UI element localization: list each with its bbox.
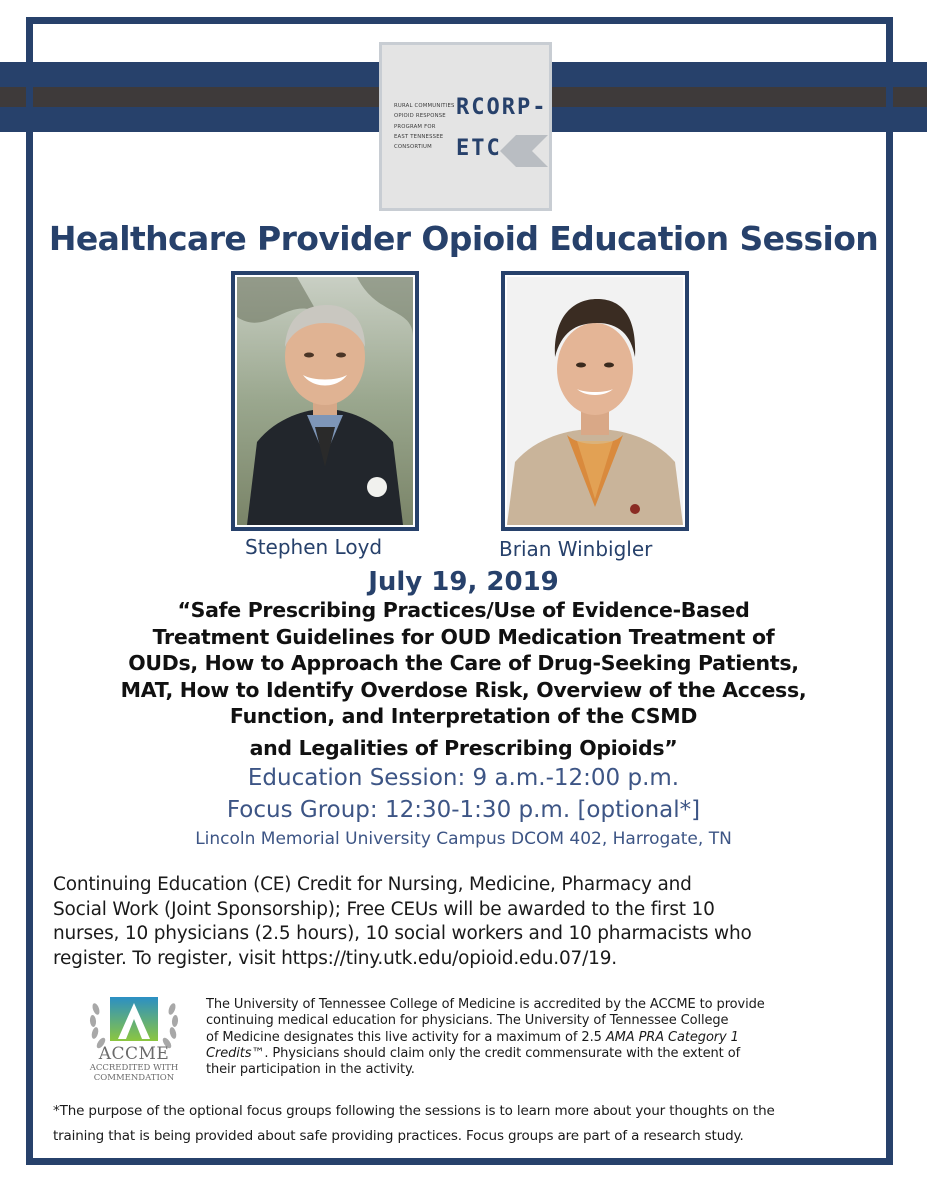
logo-small-line: PROGRAM FOR [394,123,436,130]
ce-line: nurses, 10 physicians (2.5 hours), 10 social workers and 10 pharmacists who [53,923,752,944]
topic-line: Treatment Guidelines for OUD Medication Treatment of [152,624,775,649]
focus-group-footnote [53,1099,883,1149]
topic-line: MAT, How to Identify Overdose Risk, Overview of the Access, [120,677,807,702]
rcorp-logo [379,42,552,211]
topic-line: “Safe Prescribing Practices/Use of Evidence-Based [177,598,750,622]
event-location: Lincoln Memorial University Campus DCOM 402, Harrogate, TN [195,829,732,849]
topic-line: Function, and Interpretation of the CSMD [229,704,698,728]
topic-line: OUDs, How to Approach the Care of Drug-Seeking Patients, [128,651,799,675]
footnote-line: *The purpose of the optional focus groups following the sessions is to learn more about your thoughts on the [53,1103,775,1119]
accme-wordmark: ACCME [98,1044,170,1064]
accme-line [206,1046,876,1062]
accme-credit-name: AMA PRA Category 1 [605,1029,739,1045]
ce-line: Social Work (Joint Sponsorship); Free CEUs will be awarded to the first 10 [53,898,715,920]
speaker-name: Brian Winbigler [499,537,653,561]
ce-credit-info [53,873,873,971]
accme-line [206,1030,876,1046]
education-session-time: Education Session: 9 a.m.-12:00 p.m. [247,765,680,791]
accme-credits-word: Credits [206,1045,252,1061]
logo-small-line: OPIOID RESPONSE [394,113,446,120]
footnote-line: training that is being provided about safe providing practices. Focus groups are part of a research study. [53,1128,744,1144]
speaker-photo-frame [231,271,419,531]
accme-logo [84,995,184,1090]
logo-line2: ETC [456,136,502,161]
accme-subtitle [84,1063,184,1083]
accme-line: their participation in the activity. [206,1062,415,1078]
logo-small-line: CONSORTIUM [394,144,432,151]
logo-small-text [394,101,464,152]
focus-group-time: Focus Group: 12:30-1:30 p.m. [optional*] [226,797,701,823]
event-date: July 19, 2019 [368,567,559,597]
speaker-photo [237,277,413,525]
chevron-left-icon [500,135,548,167]
accme-line: The University of Tennessee College of Medicine is accredited by the ACCME to provide [206,997,765,1012]
accreditation-statement [206,997,876,1078]
speaker-photo-frame [501,271,689,531]
logo-small-line: EAST TENNESSEE [394,133,444,140]
accme-sub-line: ACCREDITED WITH [89,1063,179,1073]
logo-small-line: RURAL COMMUNITIES [394,103,455,109]
accme-sub-line: COMMENDATION [93,1073,175,1083]
accme-line: continuing medical education for physicians. The University of Tennessee College [206,1013,729,1029]
speaker-name: Stephen Loyd [245,535,383,559]
topic-line: and Legalities of Prescribing Opioids” [249,736,678,760]
logo-line1: RCORP- [456,95,548,120]
page-title: Healthcare Provider Opioid Education Session [48,219,879,258]
ce-line: register. To register, visit https://tiny.utk.edu/opioid.edu.07/19. [53,947,617,969]
accme-line-text: ™. Physicians should claim only the credit commensurate with the extent of [251,1045,741,1061]
speaker-photo [507,277,683,525]
accme-line-text: of Medicine designates this live activity for a maximum of 2.5 [206,1029,606,1045]
ce-line: Continuing Education (CE) Credit for Nursing, Medicine, Pharmacy and [53,874,692,895]
session-topic [70,597,857,730]
